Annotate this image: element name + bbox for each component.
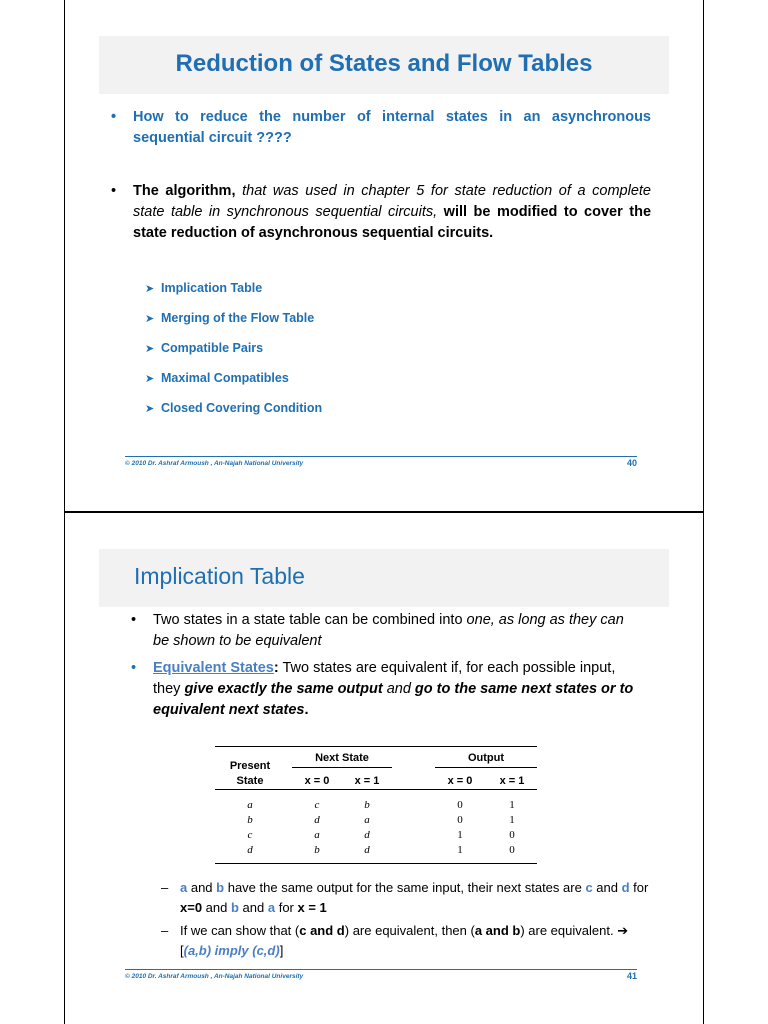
title-banner — [99, 549, 669, 607]
table-cell: 0 — [457, 814, 463, 826]
sub-item-maximal-compatibles: ➤ Maximal Compatibles — [145, 371, 289, 385]
table-cell: d — [364, 844, 370, 856]
output-rule — [435, 767, 537, 768]
bullet-text: How to reduce the number of internal states in an asynchronous sequential circuit ???? — [133, 109, 651, 146]
table-cell: 1 — [457, 829, 463, 841]
table-cell: d — [364, 829, 370, 841]
table-cell: a — [364, 814, 370, 826]
table-cell: 1 — [509, 799, 515, 811]
page-number: 40 — [626, 458, 637, 468]
title-banner — [99, 36, 669, 94]
table-cell: 0 — [509, 844, 515, 856]
header-next-state: Next State — [315, 752, 369, 764]
header-rule — [215, 789, 537, 790]
header-state: State — [236, 775, 264, 787]
equivalent-states-link[interactable]: Equivalent States — [153, 660, 274, 676]
dash-mark: – — [161, 923, 169, 938]
sub-item-closed-covering: ➤ Closed Covering Condition — [145, 401, 323, 415]
arrow-icon: ➤ — [145, 373, 155, 385]
slide-title: Implication Table — [134, 563, 305, 589]
sub-bullet-text: a and b have the same output for the same input, their next states are c and d for x=0 and b and a for x = 1 — [180, 880, 649, 915]
table-bottom-rule — [215, 863, 537, 864]
slide-41 — [64, 512, 704, 1024]
table-top-rule — [215, 746, 537, 747]
sub-bullet-text: If we can show that (c and d) are equivalent, then (a and b) are equivalent. ➔ [(a,b) imply (c,d)] — [180, 923, 629, 958]
table-cell-state: b — [247, 814, 253, 826]
table-cell: d — [314, 814, 320, 826]
arrow-icon: ➤ — [145, 283, 155, 295]
header-present: Present — [229, 760, 271, 772]
sub-item-implication-table: ➤ Implication Table — [145, 281, 263, 295]
bullet-dot: • — [111, 109, 117, 125]
table-cell: 1 — [509, 814, 515, 826]
table-cell: c — [314, 799, 320, 811]
next-state-rule — [292, 767, 392, 768]
table-cell-state: a — [247, 799, 253, 811]
table-cell: b — [364, 799, 370, 811]
header-x1: x = 1 — [354, 775, 380, 787]
header-output: Output — [467, 752, 505, 764]
sub-item-compatible-pairs: ➤ Compatible Pairs — [145, 341, 264, 355]
slide-title: Reduction of States and Flow Tables — [175, 50, 593, 77]
header-out-x1: x = 1 — [499, 775, 525, 787]
slide-40 — [64, 0, 704, 512]
arrow-icon: ➤ — [145, 343, 155, 355]
table-cell-state: d — [247, 844, 253, 856]
bullet-text: The algorithm, that was used in chapter 5 for state reduction of a complete state table in synchronous sequential circuits, will be modified to cover the state reduction of asynchronous sequential circuits. — [133, 183, 652, 241]
table-cell: 0 — [457, 799, 463, 811]
table-cell: 0 — [509, 829, 515, 841]
table-cell: 1 — [457, 844, 463, 856]
footer-divider — [125, 969, 637, 970]
bullet-text: Equivalent States: Two states are equivalent if, for each possible input, they give exactly the same output and go to the same next states or to equivalent next states. — [153, 660, 634, 718]
dash-mark: – — [161, 880, 169, 895]
bullet-dot: • — [111, 183, 117, 199]
table-cell: a — [314, 829, 320, 841]
header-x0: x = 0 — [304, 775, 330, 787]
arrow-icon: ➤ — [145, 313, 155, 325]
footer-copyright: © 2010 Dr. Ashraf Armoush , An-Najah National University — [125, 973, 304, 980]
sub-item-merging: ➤ Merging of the Flow Table — [145, 311, 315, 325]
page-number: 41 — [626, 971, 637, 981]
footer-divider — [125, 456, 637, 457]
header-out-x0: x = 0 — [447, 775, 473, 787]
bullet-dot: • — [131, 660, 137, 676]
table-cell-state: c — [247, 829, 253, 841]
arrow-icon: ➤ — [145, 403, 155, 415]
right-arrow-icon: ➔ — [617, 923, 629, 938]
bullet-dot: • — [131, 612, 137, 628]
bullet-text: Two states in a state table can be combined into one, as long as they can be shown to be equivalent — [153, 612, 624, 649]
footer-copyright: © 2010 Dr. Ashraf Armoush , An-Najah National University — [125, 460, 304, 467]
table-cell: b — [314, 844, 320, 856]
